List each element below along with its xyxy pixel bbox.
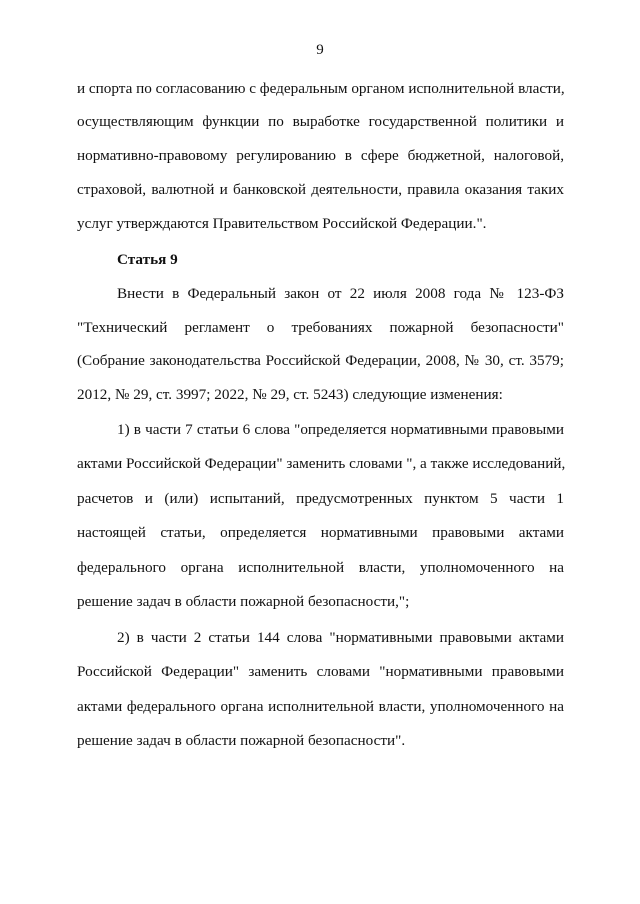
list-item-line: расчетов и (или) испытаний, предусмотренных пунктом 5 части 1 [77,490,564,507]
text-line: услуг утверждаются Правительством Российской Федерации.". [77,215,487,232]
list-item-line: актами Российской Федерации" заменить словами ", а также исследований, [77,455,566,472]
list-item-line: настоящей статьи, определяется нормативными правовыми актами [77,524,564,541]
text-line: страховой, валютной и банковской деятельности, правила оказания таких [77,181,564,198]
text-line: "Технический регламент о требованиях пожарной безопасности" [77,319,564,336]
article-heading: Статья 9 [117,251,178,268]
list-item-line: 2) в части 2 статьи 144 слова "нормативными правовыми актами [117,629,564,646]
list-item-line: решение задач в области пожарной безопасности,"; [77,593,410,610]
text-line: нормативно-правовому регулированию в сфере бюджетной, налоговой, [77,147,564,164]
page-number: 9 [316,42,324,58]
text-line: 2012, № 29, ст. 3997; 2022, № 29, ст. 5243) следующие изменения: [77,386,503,403]
text-line: и спорта по согласованию с федеральным органом исполнительной власти, [77,80,565,97]
list-item-line: Российской Федерации" заменить словами "нормативными правовыми [77,663,564,680]
text-line: осуществляющим функции по выработке государственной политики и [77,113,564,130]
list-item-line: актами федерального органа исполнительной власти, уполномоченного на [77,698,564,715]
list-item-line: решение задач в области пожарной безопасности". [77,732,406,749]
text-line: (Собрание законодательства Российской Федерации, 2008, № 30, ст. 3579; [77,352,564,369]
list-item-line: 1) в части 7 статьи 6 слова "определяется нормативными правовыми [117,421,564,438]
list-item-line: федерального органа исполнительной власти, уполномоченного на [77,559,564,576]
text-line: Внести в Федеральный закон от 22 июля 2008 года № 123-ФЗ [117,285,564,302]
